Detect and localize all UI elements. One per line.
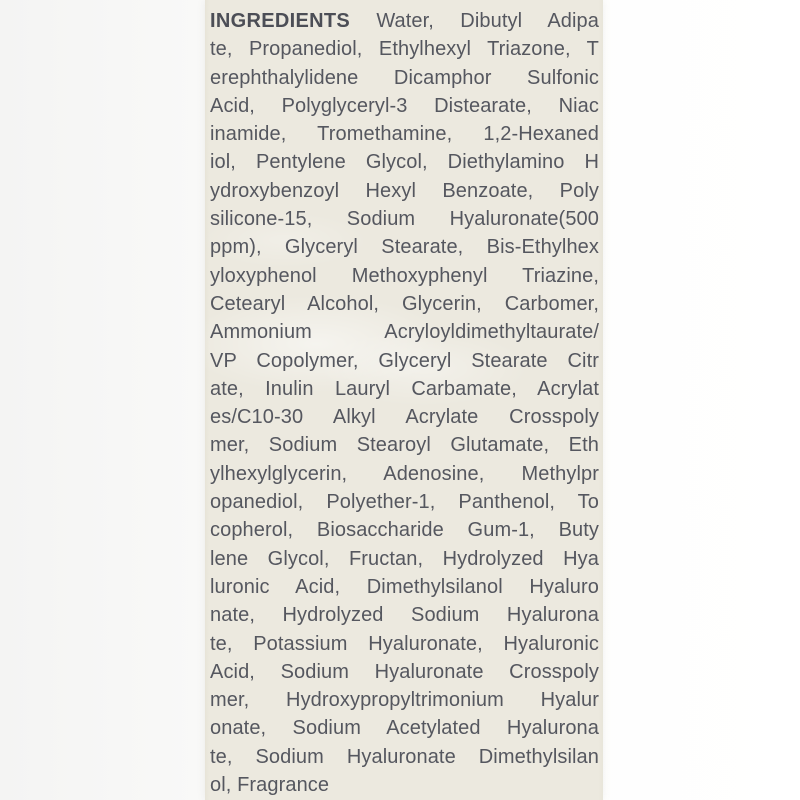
label-line-text: Acid, Sodium Hyaluronate Crosspoly bbox=[210, 660, 599, 683]
label-line-text: ol, Fragrance bbox=[210, 774, 330, 797]
label-line-text: ate, Inulin Lauryl Carbamate, Acrylat bbox=[210, 377, 599, 400]
label-line bbox=[210, 177, 599, 205]
label-line bbox=[210, 64, 599, 92]
label-line bbox=[210, 92, 599, 120]
label-line-text: mer, Sodium Stearoyl Glutamate, Eth bbox=[210, 434, 599, 457]
label-line bbox=[210, 431, 599, 459]
label-line bbox=[210, 35, 599, 63]
label-line-text: erephthalylidene Dicamphor Sulfonic bbox=[210, 66, 599, 89]
label-line-text: te, Sodium Hyaluronate Dimethylsilan bbox=[210, 745, 599, 768]
label-line-text: iol, Pentylene Glycol, Diethylamino H bbox=[210, 151, 599, 174]
label-line bbox=[210, 148, 599, 176]
label-line-text: inamide, Tromethamine, 1,2-Hexaned bbox=[210, 123, 599, 146]
label-line bbox=[210, 233, 599, 261]
label-line bbox=[210, 262, 599, 290]
label-line bbox=[210, 630, 599, 658]
label-line-text: Ammonium Acryloyldimethyltaurate/ bbox=[210, 321, 599, 344]
label-line-text: Acid, Polyglyceryl-3 Distearate, Niac bbox=[210, 94, 599, 117]
label-line-text: yloxyphenol Methoxyphenyl Triazine, bbox=[210, 264, 599, 287]
label-line bbox=[210, 601, 599, 629]
ingredients-heading: INGREDIENTS bbox=[210, 10, 350, 32]
label-line bbox=[210, 488, 599, 516]
label-line-text: te, Propanediol, Ethylhexyl Triazone, T bbox=[210, 38, 599, 61]
label-line bbox=[210, 7, 599, 35]
label-line-text: opanediol, Polyether-1, Panthenol, To bbox=[210, 491, 599, 514]
label-line bbox=[210, 573, 599, 601]
label-line bbox=[210, 375, 599, 403]
label-line-text: ylhexylglycerin, Adenosine, Methylpr bbox=[210, 462, 599, 485]
label-line bbox=[210, 460, 599, 488]
label-line-text: nate, Hydrolyzed Sodium Hyalurona bbox=[210, 604, 599, 627]
ingredients-label bbox=[205, 0, 603, 800]
label-line-text: lene Glycol, Fructan, Hydrolyzed Hya bbox=[210, 547, 599, 570]
label-line bbox=[210, 714, 599, 742]
label-line bbox=[210, 743, 599, 771]
label-line-text: silicone-15, Sodium Hyaluronate(500 bbox=[210, 208, 599, 231]
label-line bbox=[210, 658, 599, 686]
label-line bbox=[210, 516, 599, 544]
label-line-text: te, Potassium Hyaluronate, Hyaluronic bbox=[210, 632, 599, 655]
label-line bbox=[210, 120, 599, 148]
label-line-text: Water, Dibutyl Adipa bbox=[376, 10, 599, 32]
label-line bbox=[210, 290, 599, 318]
label-line bbox=[210, 403, 599, 431]
label-line-text: mer, Hydroxypropyltrimonium Hyalur bbox=[210, 689, 599, 712]
label-line bbox=[210, 205, 599, 233]
label-line-text: luronic Acid, Dimethylsilanol Hyaluro bbox=[210, 575, 599, 598]
label-line-text: VP Copolymer, Glyceryl Stearate Citr bbox=[210, 349, 599, 372]
label-line bbox=[210, 545, 599, 573]
label-line-text: Cetearyl Alcohol, Glycerin, Carbomer, bbox=[210, 292, 599, 315]
label-line-text: ppm), Glyceryl Stearate, Bis-Ethylhex bbox=[210, 236, 599, 259]
label-line-text: onate, Sodium Acetylated Hyalurona bbox=[210, 717, 599, 740]
label-line bbox=[210, 347, 599, 375]
label-line bbox=[210, 686, 599, 714]
label-line-text: copherol, Biosaccharide Gum-1, Buty bbox=[210, 519, 599, 542]
label-line bbox=[210, 771, 599, 799]
label-line-text: ydroxybenzoyl Hexyl Benzoate, Poly bbox=[210, 179, 599, 202]
label-line bbox=[210, 318, 599, 346]
label-line-text: es/C10-30 Alkyl Acrylate Crosspoly bbox=[210, 406, 599, 429]
ingredients-text bbox=[205, 0, 603, 799]
